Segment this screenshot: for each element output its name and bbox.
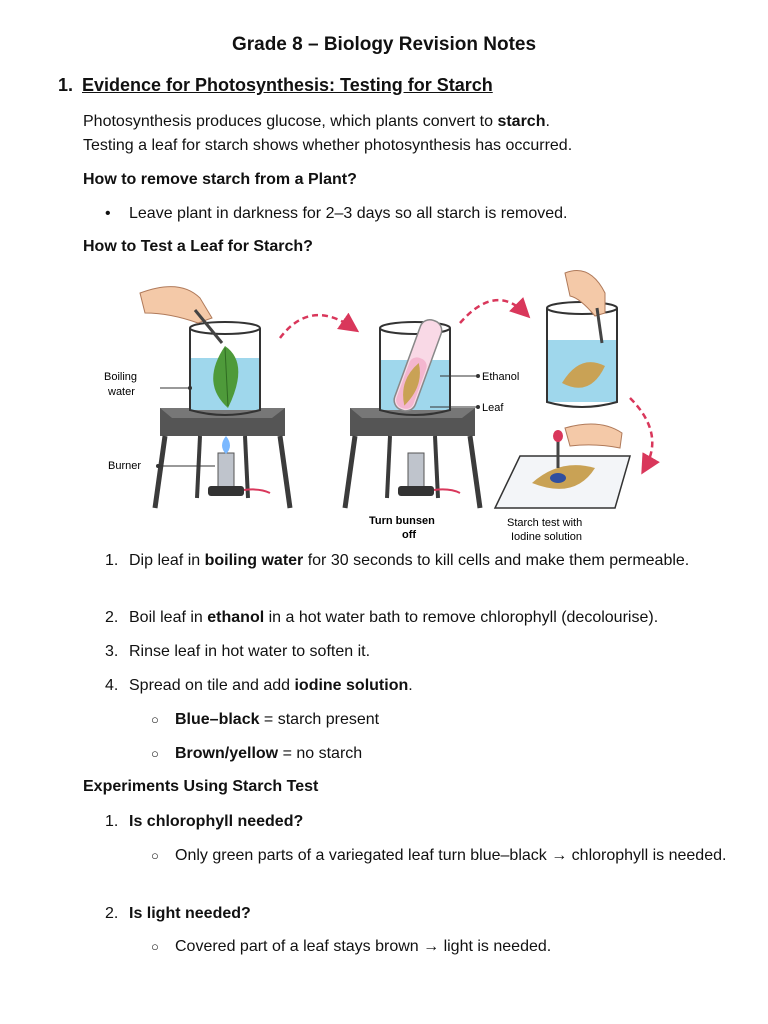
list-item <box>151 708 735 732</box>
starch-test-diagram <box>100 268 665 542</box>
step-number: 3. <box>105 643 119 660</box>
circle-bullet-icon: ○ <box>151 746 159 761</box>
burner-icon <box>218 453 234 488</box>
circle-bullet-icon: ○ <box>151 939 159 954</box>
step-text: Dip leaf in <box>129 552 205 569</box>
list-item <box>105 640 719 664</box>
experiment-question: Is chlorophyll needed? <box>129 813 304 830</box>
list-item <box>105 810 719 834</box>
page-title: Grade 8 – Biology Revision Notes <box>231 34 537 55</box>
stage-ethanol-bath <box>345 317 480 508</box>
experiment-answer: Only green parts of a variegated leaf turn blue–black → chlorophyll is needed. <box>175 847 727 864</box>
list-item <box>105 674 719 698</box>
bullet-icon: • <box>105 205 111 222</box>
list-item <box>151 935 735 959</box>
step-bold: iodine solution <box>294 677 409 694</box>
hand-icon <box>565 271 605 317</box>
step-bold: boiling water <box>204 552 304 569</box>
label-leaf: Leaf <box>482 402 504 414</box>
intro-bold: starch <box>497 113 546 130</box>
stage-iodine-test <box>495 424 630 508</box>
list-item-text: Leave plant in darkness for 2–3 days so all starch is removed. <box>129 205 568 222</box>
circle-bullet-icon: ○ <box>151 712 159 727</box>
intro-line-2: Testing a leaf for starch shows whether photosynthesis has occurred. <box>83 137 573 154</box>
intro-paragraph <box>83 110 572 158</box>
label-ethanol: Ethanol <box>482 371 520 383</box>
label-starch-test-2: Iodine solution <box>511 531 582 542</box>
stage-boiling-water <box>140 287 290 508</box>
step-number: 2. <box>105 609 119 626</box>
intro-text: Photosynthesis produces glucose, which plants convert to <box>83 113 498 130</box>
step-text-end: for 30 seconds to kill cells and make them permeable. <box>303 552 690 569</box>
step-text-end: in a hot water bath to remove chlorophyll (decolourise). <box>264 609 659 626</box>
list-item <box>105 902 719 926</box>
label-boiling-water: Boiling <box>104 371 138 383</box>
section-title: Evidence for Photosynthesis: Testing for Starch <box>82 75 493 95</box>
list-item <box>105 202 568 226</box>
step-text: Rinse leaf in hot water to soften it. <box>129 643 371 660</box>
experiment-answer: Covered part of a leaf stays brown → light is needed. <box>175 938 552 955</box>
list-item <box>105 606 719 630</box>
step-text-end: . <box>408 677 413 694</box>
step-text: Spread on tile and add <box>129 677 295 694</box>
experiment-question: Is light needed? <box>129 905 251 922</box>
step-bold: ethanol <box>207 609 265 626</box>
label-burner: Burner <box>108 460 142 472</box>
iodine-stain <box>550 473 566 483</box>
list-item <box>105 549 719 573</box>
result-text: = starch present <box>259 711 380 728</box>
burner-icon <box>408 453 424 488</box>
intro-text-end: . <box>545 113 550 130</box>
result-text: = no starch <box>278 745 363 762</box>
label-turn-off-2: off <box>402 529 417 541</box>
arrow-icon <box>460 300 525 323</box>
step-number: 2. <box>105 905 119 922</box>
stage-rinse <box>547 271 617 408</box>
list-item <box>151 742 735 766</box>
test-leaf-heading: How to Test a Leaf for Starch? <box>83 238 313 255</box>
experiments-heading: Experiments Using Starch Test <box>83 778 319 795</box>
hand-icon <box>565 424 622 448</box>
circle-bullet-icon: ○ <box>151 848 159 863</box>
step-text: Boil leaf in <box>129 609 208 626</box>
label-starch-test: Starch test with <box>507 517 583 529</box>
arrow-icon <box>280 315 353 338</box>
section-heading <box>58 75 493 96</box>
step-number: 4. <box>105 677 119 694</box>
step-number: 1. <box>105 813 119 830</box>
arrow-icon <box>630 398 652 468</box>
step-number: 1. <box>105 552 119 569</box>
label-turn-off: Turn bunsen <box>369 515 435 527</box>
list-item <box>151 844 735 868</box>
remove-starch-heading: How to remove starch from a Plant? <box>83 171 357 188</box>
result-bold: Brown/yellow <box>175 745 279 762</box>
label-boiling-water-2: water <box>108 386 135 398</box>
section-number: 1. <box>58 75 74 95</box>
result-bold: Blue–black <box>175 711 260 728</box>
